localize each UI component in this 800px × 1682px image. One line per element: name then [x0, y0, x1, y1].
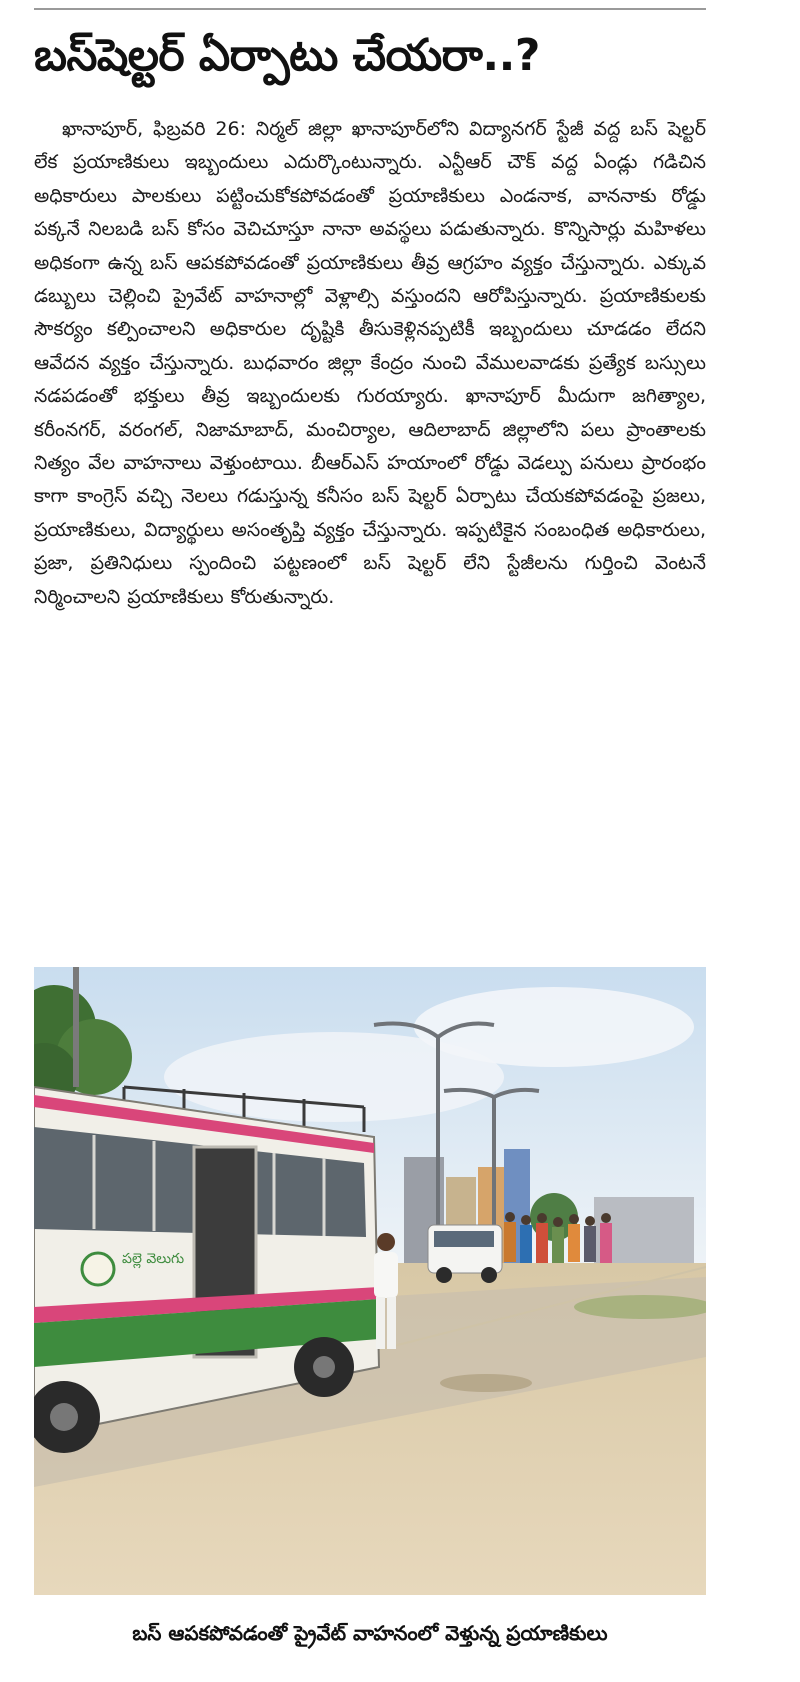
- article-body: ఖానాపూర్, ఫిబ్రవరి 26: నిర్మల్ జిల్లా ఖానాపూర్‌లోని విద్యానగర్ స్టేజీ వద్ద బస్ షెల్టర్ లేక ప్రయాణికులు ఇబ్బందులు ఎదుర్కొంటున్నారు. ఎన్టీఆర్ చౌక్ వద్ద ఏండ్లు గడిచిన అధికారులు పాలకులు పట్టించుకోకపోవడంతో ప్రయాణికులు ఎండనాక, వాననాకు రోడ్డు పక్కనే నిలబడి బస్ కోసం వెచిచూస్తూ నానా అవస్థలు పడుతున్నారు. కొన్నిసార్లు మహిళలు అధికంగా ఉన్న బస్ ఆపకపోవడంతో ప్రయాణికులు తీవ్ర ఆగ్రహం వ్యక్తం చేస్తున్నారు. ఎక్కువ డబ్బులు చెల్లించి ప్రైవేట్ వాహనాల్లో వెళ్లాల్సి వస్తుందని ఆరోపిస్తున్నారు. ప్రయాణికులకు సౌకర్యం కల్పించాలని అధికారుల దృష్టికి తీసుకెళ్లినప్పటికీ ఇబ్బందులు చూడడం లేదని ఆవేదన వ్యక్తం చేస్తున్నారు. బుధవారం జిల్లా కేంద్రం నుంచి వేములవాడకు ప్రత్యేక బస్సులు నడపడంతో భక్తులు తీవ్ర ఇబ్బందులకు గురయ్యారు. ఖానాపూర్ మీదుగా జగిత్యాల, కరీంనగర్, వరంగల్, నిజామాబాద్, మంచిర్యాల, ఆదిలాబాద్ జిల్లాలోని పలు ప్రాంతాలకు నిత్యం వేల వాహనాలు వెళ్తుంటాయి. బీఆర్ఎస్ హయాంలో రోడ్డు వెడల్పు పనులు ప్రారంభం కాగా కాంగ్రెస్ వచ్చి నెలలు గడుస్తున్న కనీసం బస్ షెల్టర్ ఏర్పాటు చేయకపోవడంపై ప్రజలు, ప్రయాణికులు, విద్యార్థులు అసంతృప్తి వ్యక్తం చేస్తున్నారు. ఇప్పటికైన సంబంధిత అధికారులు, ప్రజా, ప్రతినిధులు స్పందించి పట్టణంలో బస్ షెల్టర్ లేని స్టేజీలను గుర్తించి వెంటనే నిర్మించాలని ప్రయాణికులు కోరుతున్నారు.: [34, 118, 706, 608]
- photo-caption: బస్ ఆపకపోవడంతో ప్రైవేట్ వాహనంలో వెళ్తున్న ప్రయాణికులు: [132, 1621, 608, 1645]
- bus-logo-text: పల్లె వెలుగు: [122, 1251, 185, 1267]
- top-rule: [34, 8, 706, 10]
- bus-logo: [82, 1253, 114, 1285]
- news-photo: [34, 967, 706, 1595]
- cloud: [164, 1032, 504, 1122]
- pothole: [440, 1374, 532, 1392]
- headline: బస్‌షెల్టర్ ఏర్పాటు చేయరా..?: [34, 30, 540, 81]
